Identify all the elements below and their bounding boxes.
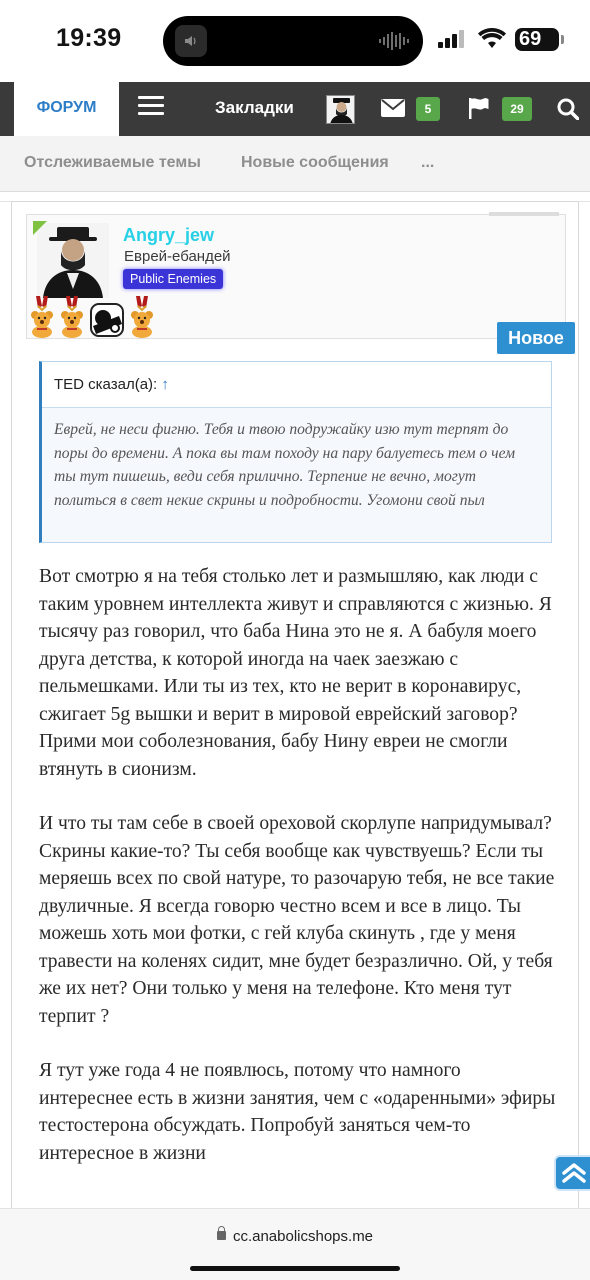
quote-header [42, 362, 551, 408]
signal-icon [438, 30, 466, 48]
audio-wave-icon [379, 32, 409, 50]
more-link[interactable]: ... [421, 154, 435, 171]
browser-address-bar [0, 1208, 590, 1280]
post-body [39, 563, 559, 1194]
author-title: Еврей-ебандей [124, 248, 231, 265]
online-indicator [33, 221, 47, 235]
post-paragraph: И что ты там себе в своей ореховой скорлупе напридумывал? Скрины какие-то? Ты себя вообще как чувствуешь? Если ты меряешь всех по свой натуре, то разочарую тебя, не все такие двуличные. Я всегда говорю честно всем и все в лицо. Ты можешь хоть мои фотки, с гей клуба скинуть , где у меня травести на коленях сидит, мне будет безразлично. Ой, у тебя же их нет? Они только у меня на телефоне. Кто меня тут терпит ? [39, 813, 555, 1027]
teddy-medal-icon[interactable] [57, 296, 87, 338]
user-group-banner: Public Enemies [123, 269, 223, 289]
tab-forum[interactable]: ФОРУМ [14, 82, 119, 136]
lock-icon [217, 1231, 226, 1240]
home-indicator [190, 1266, 400, 1271]
post-paragraph: Я тут уже года 4 не появлюсь, потому что намного интереснее есть в жизни занятия, чем с «одаренными» эфиры тестостерона обсуждать. Попробуй заняться чем-то интересное в жизни [39, 1060, 556, 1164]
search-icon[interactable] [557, 98, 579, 120]
mail-count-badge[interactable]: 5 [416, 97, 440, 121]
forum-top-nav [0, 82, 590, 136]
black-white-medal-icon[interactable] [89, 296, 125, 338]
post-paragraph: Вот смотрю я на тебя столько лет и размышляю, как люди с таким уровнем интеллекта живут и справляются с жизнью. Я тысячу раз говорил, что баба Нина это не я. А бабуля моего друга детства, к которой иногда на чаек заезжаю с пельмешками. Или ты из тех, кто не верит в коронавирус, сжигает 5g вышки и верит в мировой еврейский заговор? Прими мои соболезнования, бабу Нину евреи не смогли втянуть в сионизм. [39, 566, 552, 780]
new-post-badge: Новое [497, 322, 575, 354]
new-messages-link[interactable]: Новые сообщения [241, 154, 389, 171]
mail-icon[interactable] [381, 99, 405, 117]
author-avatar[interactable] [37, 223, 109, 298]
teddy-medal-icon[interactable] [27, 296, 57, 338]
url-text: cc.anabolicshops.me [232, 1228, 374, 1245]
quote-block [39, 361, 552, 543]
url-field[interactable] [0, 1228, 590, 1245]
flag-icon[interactable] [468, 97, 490, 119]
bookmarks-link[interactable]: Закладки [215, 98, 294, 117]
account-avatar[interactable] [326, 95, 355, 124]
status-time: 19:39 [56, 24, 122, 52]
author-username[interactable]: Angry_jew [123, 225, 215, 245]
speaker-icon [175, 25, 207, 57]
scroll-top-icon[interactable] [554, 1155, 590, 1191]
quote-author: TED сказал(а): [54, 376, 158, 393]
post-author-block [26, 214, 566, 339]
forum-sub-nav [0, 136, 590, 192]
menu-icon[interactable] [138, 96, 164, 120]
battery-indicator: 69 [515, 28, 559, 51]
dynamic-island [163, 16, 423, 66]
quote-jump-arrow[interactable]: ↑ [161, 376, 169, 393]
alerts-count-badge[interactable]: 29 [502, 97, 532, 121]
ios-status-bar [0, 0, 590, 82]
quote-text: Еврей, не неси фигню. Тебя и твою подружайку изю тут терпят до поры до времени. А пока вы там походу на пару балуетесь тем о чем ты тут пишешь, веди себя прилично. Терпение не вечно, могут политься в свет некие скрины и подробности. Угомони свой пыл [54, 421, 516, 509]
watched-threads-link[interactable]: Отслеживаемые темы [24, 154, 201, 171]
wifi-icon [478, 28, 506, 50]
teddy-medal-icon[interactable] [127, 296, 157, 338]
